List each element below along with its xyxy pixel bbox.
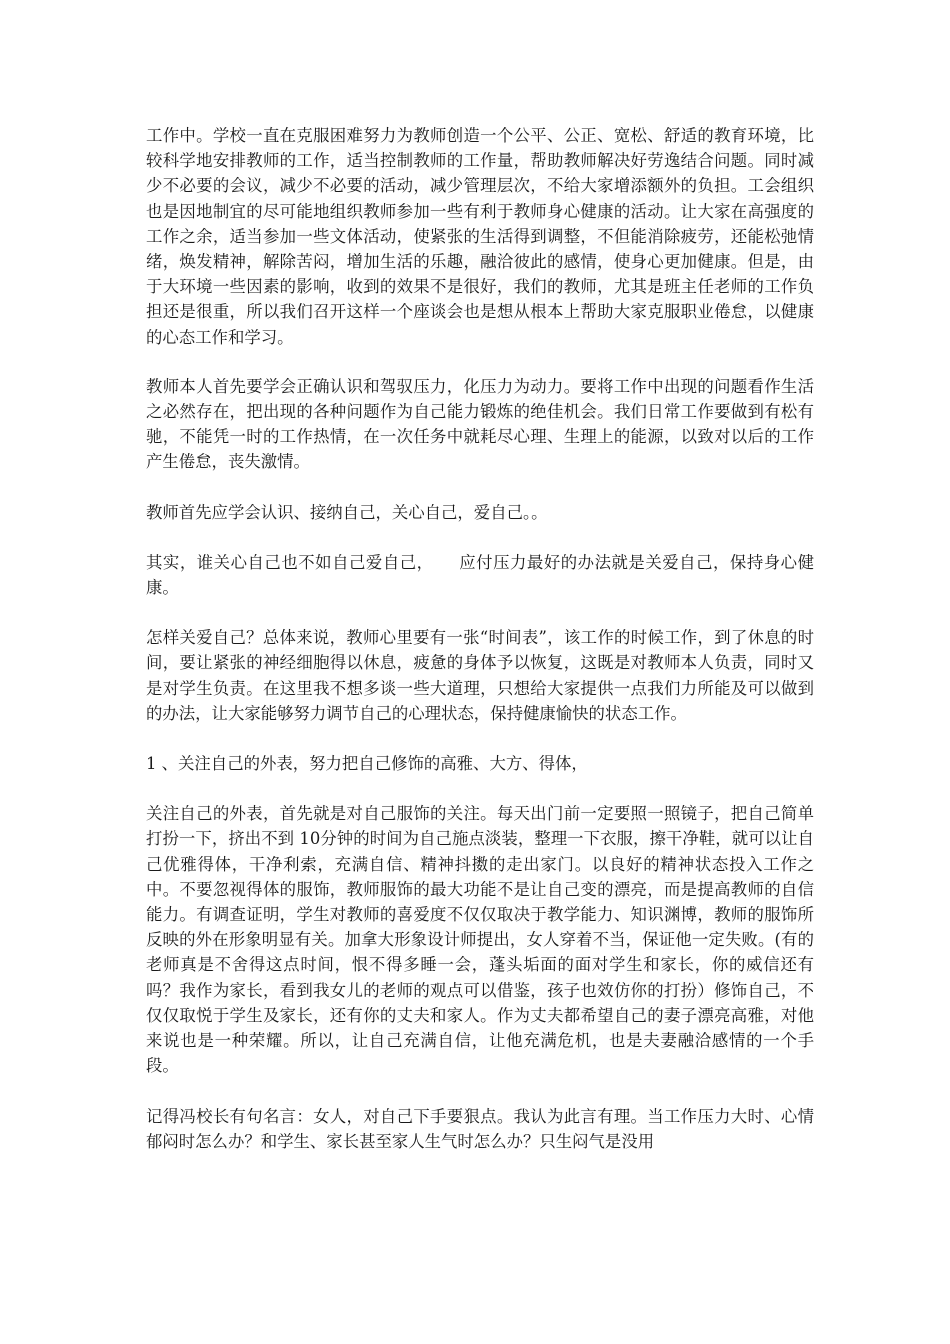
paragraph-accept-self: 教师首先应学会认识、接纳自己，关心自己，爱自己。。: [146, 502, 548, 522]
paragraph-quote: 记得冯校长有句名言：女人，对自己下手要狠点。我认为此言有理。当工作压力大时、心情郁闷时怎么办？和学生、家长甚至家人生气时怎么办？只生闷气是没用: [146, 1106, 814, 1151]
paragraph-heading-appearance: 1 、关注自己的外表，努力把自己修饰的高雅、大方、得体，: [146, 754, 588, 774]
paragraph-manage-pressure: 教师本人首先要学会正确认识和驾驭压力，化压力为动力。要将工作中出现的问题看作生活之必然存在，把出现的各种问题作为自己能力锻炼的绝佳机会。我们日常工作要做到有松有驰，不能凭一时的工作热情，在一次任务中就耗尽心理、生理上的能源，以致对以后的工作产生倦怠，丧失激情。: [146, 376, 814, 472]
paragraph-how-to-care: 怎样关爱自己？总体来说，教师心里要有一张“时间表”，该工作的时候工作，到了休息的时间，要让紧张的神经细胞得以休息，疲惫的身体予以恢复，这既是对教师本人负责，同时又是对学生负责。在这里我不想多谈一些大道理，只想给大家提供一点我们力所能及可以做到的办法，让大家能够努力调节自己的心理状态，保持健康愉快的状态工作。: [146, 628, 814, 723]
paragraph-workload: 工作中。学校一直在克服困难努力为教师创造一个公平、公正、宽松、舒适的教育环境，比较科学地安排教师的工作，适当控制教师的工作量，帮助教师解决好劳逸结合问题。同时减少不必要的会议，减少不必要的活动，减少管理层次，不给大家增添额外的负担。工会组织也是因地制宜的尽可能地组织教师参加一些有利于教师身心健康的活动。让大家在高强度的工作之余，适当参加一些文体活动，使紧张的生活得到调整，不但能消除疲劳，还能松弛情绪，焕发精神，解除苦闷，增加生活的乐趣，融洽彼此的感情，使身心更加健康。但是，由于大环境一些因素的影响，收到的效果不是很好，我们的教师，尤其是班主任老师的工作负担还是很重，所以我们召开这样一个座谈会也是想从根本上帮助大家克服职业倦怠，以健康的心态工作和学习。: [146, 126, 814, 347]
paragraph-appearance: 关注自己的外表，首先就是对自己服饰的关注。每天出门前一定要照一照镜子，把自己简单打扮一下，挤出不到 10分钟的时间为自己施点淡装，整理一下衣服，擦干净鞋，就可以让自己优雅得体，干净利索，充满自信、精神抖擞的走出家门。以良好的精神状态投入工作之中。不要忽视得体的服饰，教师服饰的最大功能不是让自己变的漂亮，而是提高教师的自信能力。有调查证明，学生对教师的喜爱度不仅仅取决于教学能力、知识渊博，教师的服饰所反映的外在形象明显有关。加拿大形象设计师提出，女人穿着不当，保证他一定失败。(有的老师真是不舍得这点时间，恨不得多睡一会，蓬头垢面的面对学生和家长，你的威信还有吗？我作为家长，看到我女儿的老师的观点可以借鉴，孩子也效仿你的打扮）修饰自己，不仅仅取悦于学生及家长，还有你的丈夫和家人。作为丈夫都希望自己的妻子漂亮高雅，对他来说也是一种荣耀。所以，让自己充满自信，让他充满危机，也是夫妻融洽感情的一个手段。: [146, 804, 814, 1076]
paragraph-love-self: 其实，谁关心自己也不如自己爱自己， 应付压力最好的办法就是关爱自己，保持身心健康。: [146, 552, 814, 598]
document-body: [146, 123, 814, 1179]
